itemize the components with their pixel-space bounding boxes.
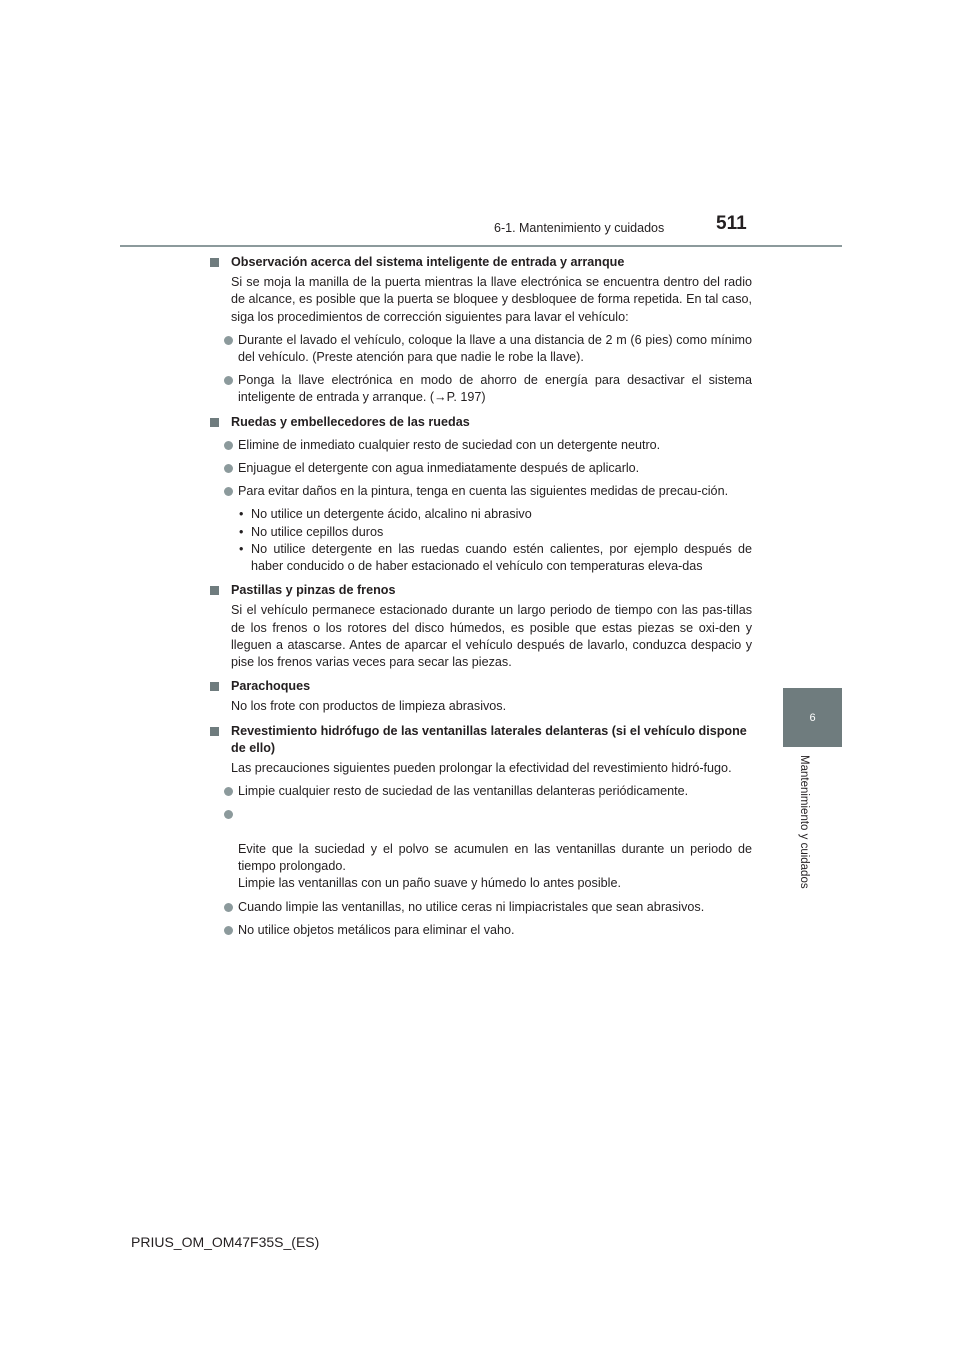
square-bullet-icon [210,418,219,427]
section-paragraph: Si el vehículo permanece estacionado durante un largo periodo de tiempo con las pas-tillas de los frenos o los rotores del disco húmedos, es posible que estas piezas se oxi-den y lleguen a atascarse. Antes de aparcar el vehículo después de lavarlo, conduzca despacio y pise los frenos varias veces para secar las piezas. [231,603,752,670]
document-footer-code: PRIUS_OM_OM47F35S_(ES) [131,1234,320,1250]
page-content [208,254,752,939]
section-paragraph: Si se moja la manilla de la puerta mientras la llave electrónica se encuentra dentro del radio de alcance, es posible que la puerta se bloquee y desbloquee de forma repetida. En tal caso, siga los procedimientos de corrección siguientes para lavar el vehículo: [231,275,752,324]
section-heading: Pastillas y pinzas de frenos [208,582,752,599]
square-bullet-icon [210,586,219,595]
small-bullet-icon: • [239,507,244,522]
header-section-title: 6-1. Mantenimiento y cuidados [494,221,665,235]
circle-bullet-icon [224,810,233,819]
sub-list-item: • No utilice un detergente ácido, alcalino ni abrasivo [208,506,752,523]
chapter-tab [783,688,842,747]
list-item: Evite que la suciedad y el polvo se acumulen en las ventanillas durante un periodo de tiempo prolongado. Limpie las ventanillas con un paño suave y húmedo lo antes posible. [208,806,752,892]
list-item: Cuando limpie las ventanillas, no utilice ceras ni limpiacristales que sean abrasivos. [208,899,752,916]
section-heading: Revestimiento hidrófugo de las ventanillas laterales delanteras (si el vehículo dispone de ello) [208,723,752,757]
circle-bullet-icon [224,903,233,912]
circle-bullet-icon [224,336,233,345]
square-bullet-icon [210,682,219,691]
chapter-label: Mantenimiento y cuidados [798,755,810,889]
list-item: Limpie cualquier resto de suciedad de las ventanillas delanteras periódicamente. [208,783,752,800]
header-divider [120,245,842,247]
sub-list [208,506,752,575]
list-item: Durante el lavado el vehículo, coloque la llave a una distancia de 2 m (6 pies) como mínimo del vehículo. (Preste atención para que nadie le robe la llave). [208,332,752,366]
square-bullet-icon [210,258,219,267]
page-number: 511 [716,213,747,234]
circle-bullet-icon [224,787,233,796]
circle-bullet-icon [224,464,233,473]
list-item: Para evitar daños en la pintura, tenga en cuenta las siguientes medidas de precau-ción. [208,483,752,500]
list-item: No utilice objetos metálicos para eliminar el vaho. [208,922,752,939]
circle-bullet-icon [224,376,233,385]
section-paragraph: Las precauciones siguientes pueden prolongar la efectividad del revestimiento hidró-fugo. [231,761,732,776]
section-paragraph: No los frote con productos de limpieza abrasivos. [231,699,507,714]
sub-list-item: • No utilice detergente en las ruedas cuando estén calientes, por ejemplo después de haber conducido o de haber estacionado el vehículo con temperaturas eleva-das [239,541,752,574]
square-bullet-icon [210,727,219,736]
list-item: Ponga la llave electrónica en modo de ahorro de energía para desactivar el sistema inteligente de entrada y arranque. (→P. 197) [208,372,752,406]
small-bullet-icon: • [239,524,244,539]
circle-bullet-icon [224,441,233,450]
circle-bullet-icon [224,926,233,935]
chapter-number: 6 [809,711,816,724]
small-bullet-icon: • [239,541,244,556]
section-heading: Parachoques [208,678,752,695]
list-item: Elimine de inmediato cualquier resto de suciedad con un detergente neutro. [208,437,752,454]
circle-bullet-icon [224,487,233,496]
sub-list-item: • No utilice cepillos duros [208,524,752,541]
section-heading: Ruedas y embellecedores de las ruedas [208,414,752,431]
section-heading: Observación acerca del sistema inteligente de entrada y arranque [208,254,752,271]
list-item: Enjuague el detergente con agua inmediatamente después de aplicarlo. [208,460,752,477]
